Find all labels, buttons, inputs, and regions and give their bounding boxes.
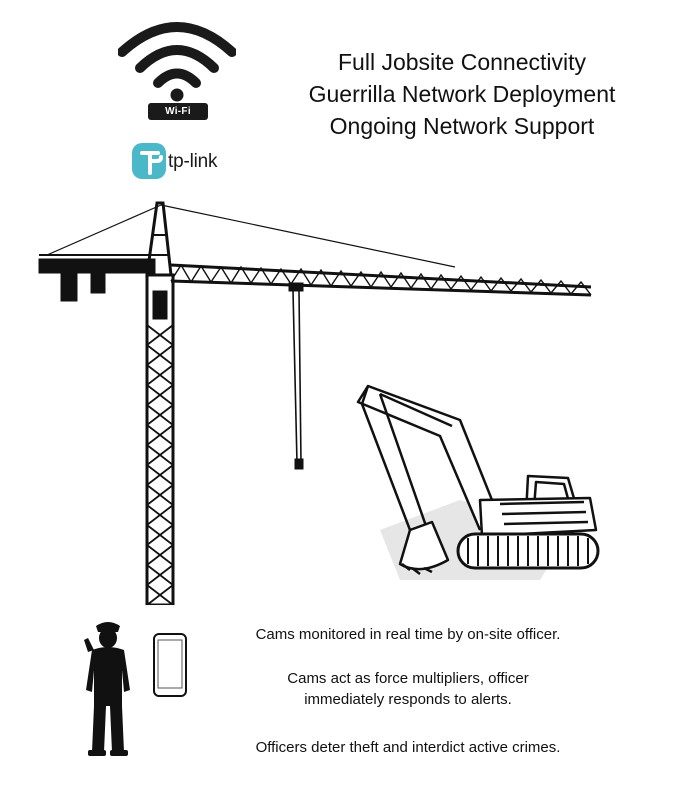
headline-line-3: Ongoing Network Support [329, 113, 595, 139]
headline-line-1: Full Jobsite Connectivity [338, 49, 586, 75]
caption-force-multipliers-line-1: Cams act as force multipliers, officer [287, 670, 529, 687]
caption-force-multipliers [188, 668, 628, 710]
tplink-wordmark: tp-link [168, 151, 218, 172]
tablet-icon [152, 632, 188, 698]
wifi-badge: Wi-Fi [148, 103, 208, 120]
headline-line-2: Guerrilla Network Deployment [308, 81, 616, 107]
caption-monitoring: Cams monitored in real time by on-site officer. [255, 626, 561, 643]
caption-force-multipliers-line-2: immediately responds to alerts. [304, 691, 512, 708]
excavator-icon [340, 380, 605, 585]
security-officer-icon [78, 620, 138, 758]
caption-deter-theft: Officers deter theft and interdict active crimes. [255, 739, 561, 756]
